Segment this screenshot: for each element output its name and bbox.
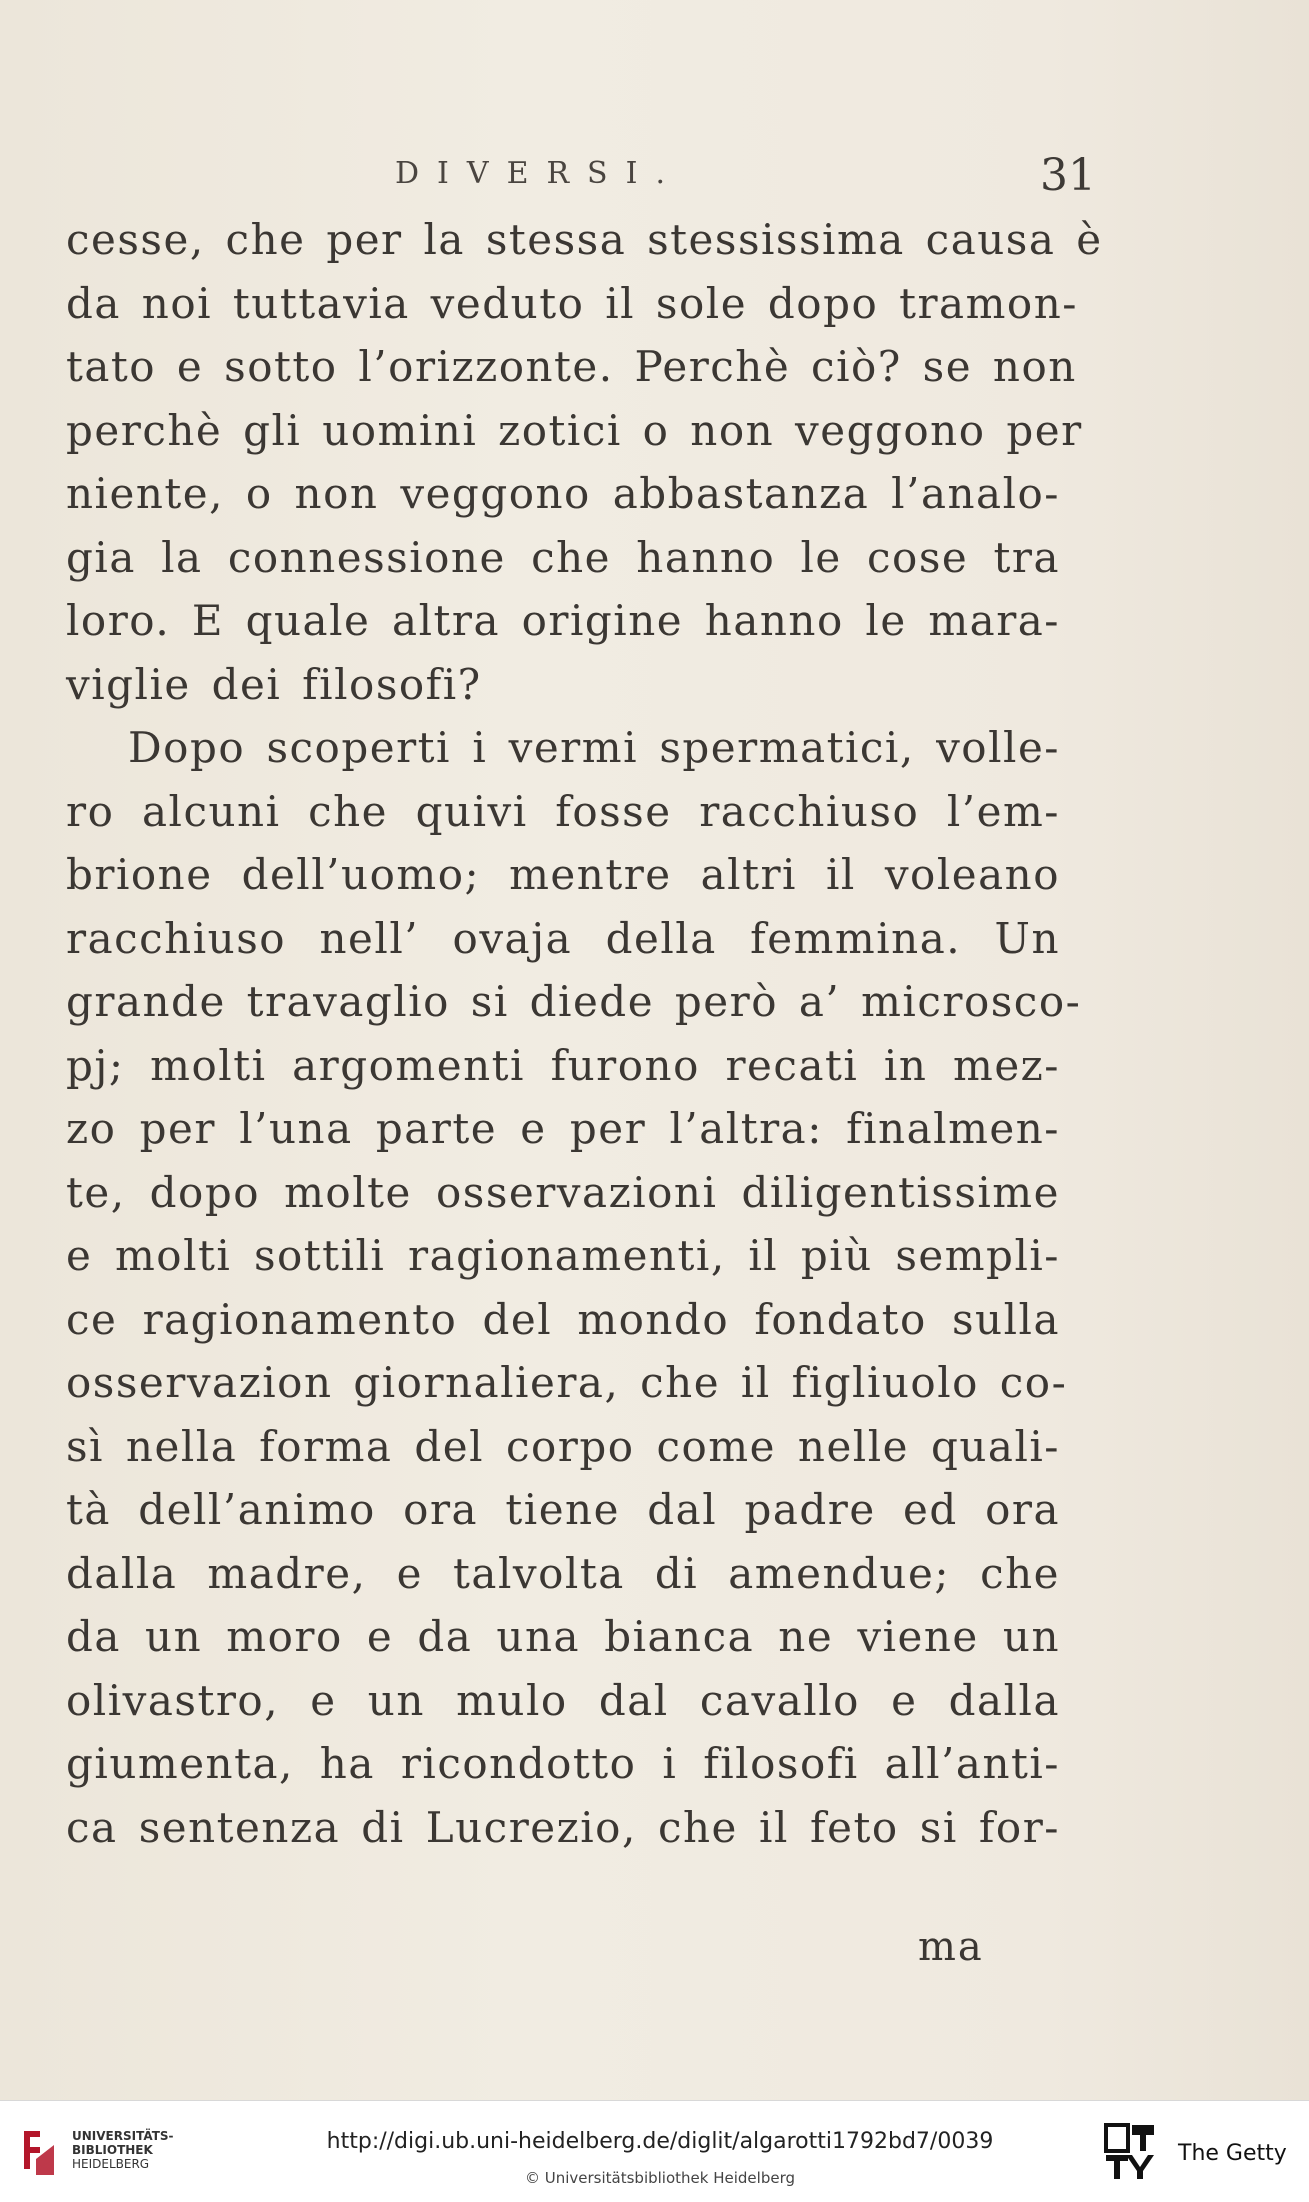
university-library-logo-icon <box>14 2125 64 2181</box>
copyright-notice: © Universitätsbibliothek Heidelberg <box>524 2169 795 2187</box>
text-line: e molti sottili ragionamenti, il più sempli- <box>66 1231 1060 1280</box>
text-line: loro. E quale altra origine hanno le mara- <box>66 596 1060 645</box>
library-name-line: HEIDELBERG <box>72 2157 150 2171</box>
text-line: perchè gli uomini zotici o non veggono per <box>66 405 1083 455</box>
page-number: 31 <box>1040 150 1096 201</box>
body-text <box>66 208 1103 1859</box>
text-line: viglie dei filosofi? <box>66 659 482 709</box>
text-line: racchiuso nell’ ovaja della femmina. Un <box>66 913 1060 963</box>
text-line: da noi tuttavia veduto il sole dopo tramon- <box>66 278 1078 328</box>
text-line: pj; molti argomenti furono recati in mez- <box>66 1040 1060 1090</box>
text-line: Dopo scoperti i vermi spermatici, volle- <box>128 723 1060 772</box>
text-line: olivastro, e un mulo dal cavallo e dalla <box>66 1675 1060 1725</box>
getty-logo-icon <box>1102 2121 1158 2183</box>
catchword: ma <box>918 1924 984 1970</box>
text-line: niente, o non veggono abbastanza l’analo- <box>66 469 1060 518</box>
permalink-url[interactable]: http://digi.ub.uni-heidelberg.de/diglit/algarotti1792bd7/0039 <box>326 2129 994 2154</box>
library-name-line: BIBLIOTHEK <box>72 2143 153 2157</box>
text-line: brione dell’uomo; mentre altri il voleano <box>66 850 1060 899</box>
text-line: cesse, che per la stessa stessissima causa è <box>66 215 1103 264</box>
library-name-line: UNIVERSITÄTS- <box>72 2129 174 2143</box>
text-line: da un moro e da una bianca ne viene un <box>66 1612 1060 1661</box>
text-line: gia la connessione che hanno le cose tra <box>66 532 1060 582</box>
text-line: giumenta, ha ricondotto i filosofi all’anti- <box>66 1739 1060 1788</box>
text-line: tà dell’animo ora tiene dal padre ed ora <box>66 1485 1060 1534</box>
text-line: ce ragionamento del mondo fondato sulla <box>66 1294 1060 1344</box>
getty-label: The Getty <box>1178 2141 1287 2166</box>
text-line: ca sentenza di Lucrezio, che il feto si for- <box>66 1802 1060 1852</box>
running-head <box>0 150 1309 210</box>
viewer-footer <box>0 2100 1309 2202</box>
text-line: grande travaglio si diede però a’ microsco- <box>66 977 1082 1026</box>
text-line: dalla madre, e talvolta di amendue; che <box>66 1548 1060 1598</box>
text-line: osservazion giornaliera, che il figliuolo co- <box>66 1358 1068 1407</box>
running-title: DIVERSI. <box>395 156 683 191</box>
text-line: sì nella forma del corpo come nelle quali- <box>66 1421 1060 1471</box>
text-line: te, dopo molte osservazioni diligentissime <box>66 1167 1060 1217</box>
university-library-name <box>72 2129 174 2171</box>
text-line: tato e sotto l’orizzonte. Perchè ciò? se non <box>66 342 1077 391</box>
text-line: zo per l’una parte e per l’altra: finalmen- <box>66 1104 1060 1153</box>
text-line: ro alcuni che quivi fosse racchiuso l’em- <box>66 786 1060 836</box>
